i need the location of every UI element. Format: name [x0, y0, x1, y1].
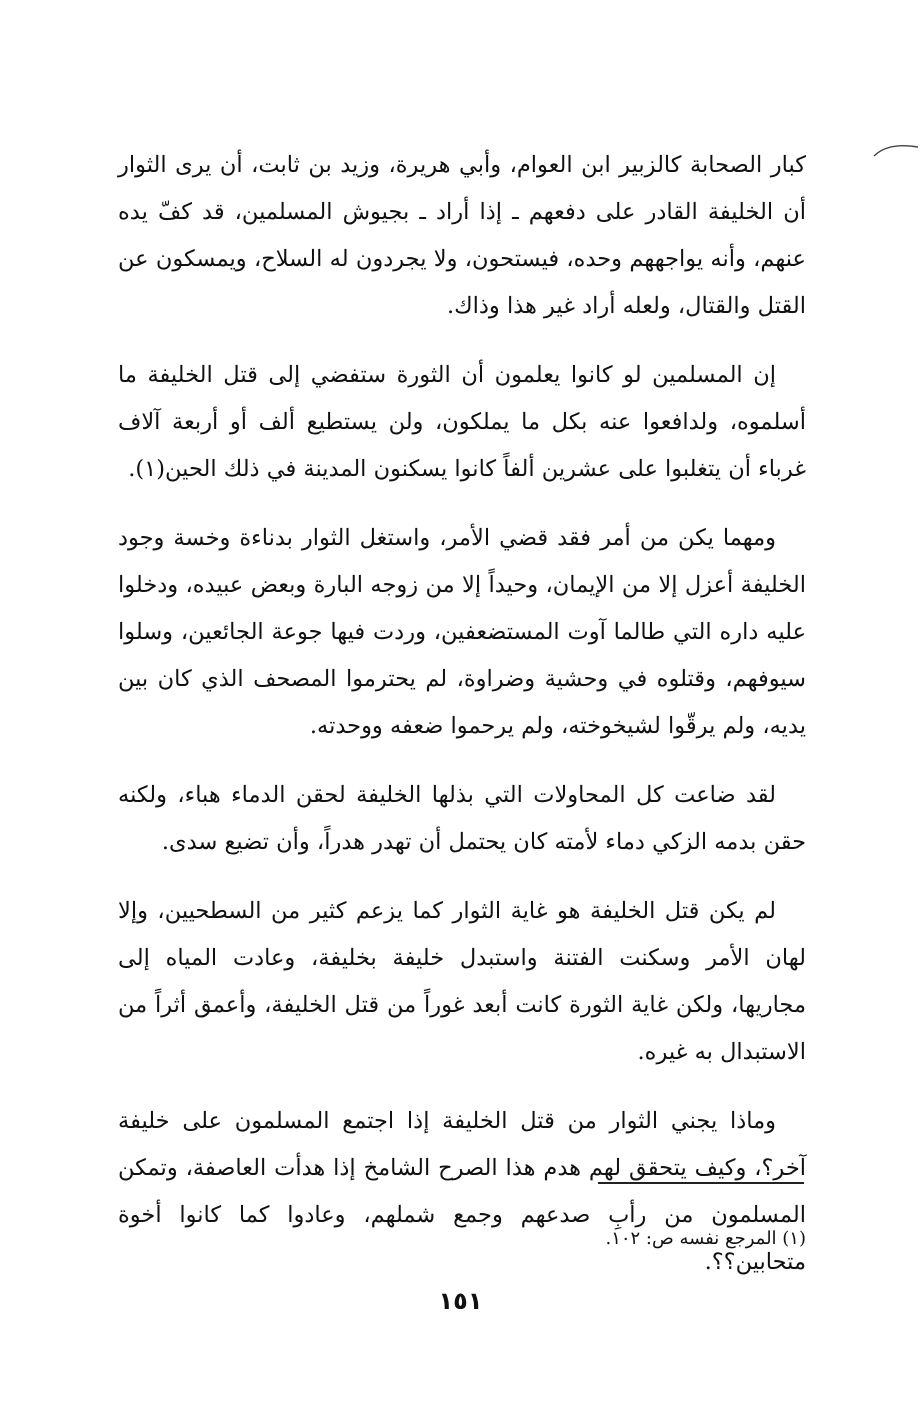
paragraph-5: لم يكن قتل الخليفة هو غاية الثوار كما يزعم كثير من السطحيين، وإلا لهان الأمر وسكنت الفتنة واستبدل خليفة بخليفة، وعادت المياه إلى مجاريها، ولكن غاية الثورة كانت أبعد غوراً من قتل الخليفة، وأعمق أثراً من الاستبدال به غيره.: [118, 898, 806, 1065]
paragraph-2: إن المسلمين لو كانوا يعلمون أن الثورة ستفضي إلى قتل الخليفة ما أسلموه، ولدافعوا عنه بكل ما يملكون، ولن يستطيع ألف أو أربعة آلاف غرباء أن يتغلبوا على عشرين ألفاً كانوا يسكنون المدينة في ذلك الحين(١).: [118, 362, 806, 482]
scan-edge-mark: [872, 140, 920, 160]
page-number: ١٥١: [438, 1287, 483, 1315]
body-text: [118, 142, 806, 1308]
paragraph-1: كبار الصحابة كالزبير ابن العوام، وأبي هريرة، وزيد بن ثابت، أن يرى الثوار أن الخليفة القادر على دفعهم ـ إذا أراد ـ بجيوش المسلمين، قد كفّ يده عنهم، وأنه يواجههم وحده، فيستحون، ولا يجردون له السلاح، ويمسكون عن القتل والقتال، ولعله أراد غير هذا وذاك.: [118, 152, 806, 319]
paragraph-3: ومهما يكن من أمر فقد قضي الأمر، واستغل الثوار بدناءة وخسة وجود الخليفة أعزل إلا من الإيمان، وحيداً إلا من زوجه البارة وبعض عبيده، ودخلوا عليه داره التي طالما آوت المستضعفين، وردت فيها جوعة الجائعين، وسلوا سيوفهم، وقتلوه في وحشية وضراوة، لم يحترموا المصحف الذي كان بين يديه، ولم يرقّوا لشيخوخته، ولم يرحموا ضعفه ووحدته.: [118, 525, 806, 739]
paragraph-6: وماذا يجني الثوار من قتل الخليفة إذا اجتمع المسلمون على خليفة آخر؟، وكيف يتحقق لهم هدم هذا الصرح الشامخ إذا هدأت العاصفة، وتمكن المسلمون من رأبِ صدعهم وجمع شملهم، وعادوا كما كانوا أخوة متحابين؟؟.: [118, 1108, 806, 1275]
footnote-separator: [598, 1182, 804, 1184]
footnote: (١) المرجع نفسه ص: ١٠٢.: [605, 1228, 806, 1249]
paragraph-4: لقد ضاعت كل المحاولات التي بذلها الخليفة لحقن الدماء هباء، ولكنه حقن بدمه الزكي دماء لأمته كان يحتمل أن تهدر هدراً، وأن تضيع سدى.: [118, 782, 806, 855]
